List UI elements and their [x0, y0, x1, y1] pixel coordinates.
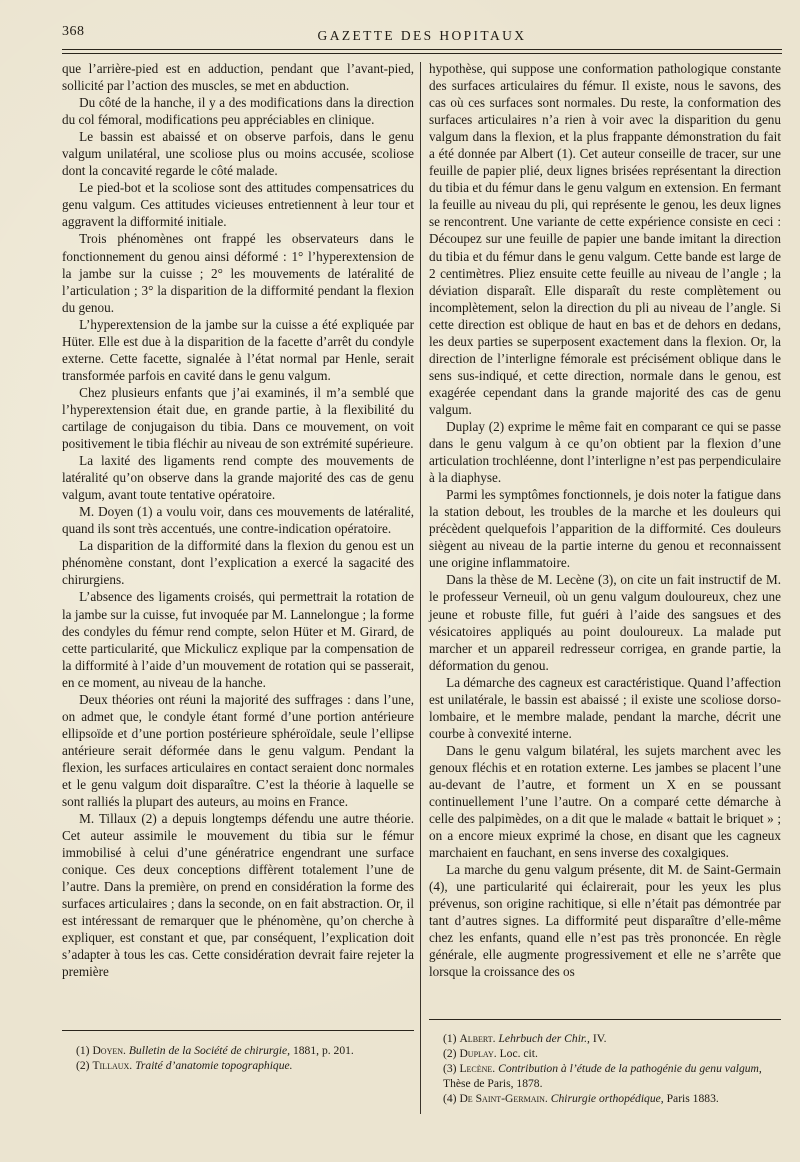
footnote-rest: Paris 1883.: [666, 1092, 719, 1105]
footnote: [429, 1061, 781, 1091]
footnote-rest: 1881, p. 201.: [292, 1044, 354, 1057]
footnote-author: Lecène.: [459, 1062, 496, 1075]
footnote-title: Chirurgie orthopédique,: [550, 1092, 664, 1105]
footnote-author: Tillaux.: [92, 1059, 133, 1072]
footnote-number: (3): [443, 1062, 457, 1075]
left-paragraph: M. Tillaux (2) a depuis longtemps défendu une autre théorie. Cet auteur assimile le mouvement du tibia sur le fémur immobilisé à celui d’une génératrice engendrant une surface conique. Ces deux conceptions diffèrent totalement l’une de l’autre. Dans la première, on prend en considération la forme des surfaces articulaires ; dans la seconde, on en fait abstraction. Or, il est intéressant de remarquer que le phénomène, qu’on cherche à expliquer, est constant et que, par conséquent, l’explication doit s’adapter à tous les cas. Cette considération devrait faire rejeter la première: [62, 811, 414, 980]
footnote-number: (1): [443, 1032, 457, 1045]
footnote-rule-right: [429, 1019, 781, 1020]
left-paragraph: La laxité des ligaments rend compte des mouvements de latéralité qu’on observe dans la grande majorité des cas de genu valgum, avant toute tentative opératoire.: [62, 453, 414, 503]
footnote-author: Duplay.: [459, 1047, 497, 1060]
left-paragraph: Chez plusieurs enfants que j’ai examinés, il m’a semblé que l’hyperextension était due, en grande partie, à la flexibilité du cartilage de conjugaison du tibia. Dans ce mouvement, on voit positivement le tibia fléchir au niveau de son extrémité supérieure.: [62, 384, 414, 452]
footnote-title: Bulletin de la Société de chirurgie,: [128, 1044, 291, 1057]
right-paragraph: hypothèse, qui suppose une conformation pathologique constante des surfaces articulaires du fémur. Il existe, nous le savons, des cas où ces surfaces sont normales. Du reste, la conformation des surfaces articulaires n’a rien à voir avec la disparition du genu valgum dans la flexion, et la plus frappante démonstration du fait a été donnée par Albert (1). Cet auteur conseille de tracer, sur une feuille de papier plié, deux lignes brisées représentant la direction du tibia et du fémur dans le genu valgum en extension. En fermant la feuille au niveau du pli, qui représente le genou, les deux lignes se rencontrent. Une variante de cette expérience consiste en ceci : Découpez sur une feuille de papier une bande imitant la direction du tibia et du fémur dans le genu valgum. Cette bande est large de 2 centimètres. Pliez ensuite cette feuille au niveau de l’angle ; la déviation disparaît. Elle disparaît du reste complètement ou incomplètement, selon la direction du pli au niveau de l’angle. Si cette direction est oblique de haut en bas et de dehors en dedans, les deux parties se superposent exactement dans la flexion. Or, la direction de l’interligne fémorale est précisément oblique dans le sens sus-indiqué, et cette direction, normale dans le genou, est exagérée cependant dans la grande majorité des cas de genu valgum.: [429, 61, 781, 417]
page-header: [62, 24, 782, 46]
right-paragraph: Dans le genu valgum bilatéral, les sujets marchent avec les genoux fléchis et en rotation externe. Les jambes se placent l’une au-devant de l’autre, et forment un X en se poussant continuellement l’une l’autre. On a comparé cette démarche à celle des palpimèdes, on a dit que le malade « battait le briquet » ; on a encore mieux exprimé la chose, en disant que les cagneux marchaient en fauchant, en sens inverse des coxalgiques.: [429, 742, 781, 861]
header-rule: [62, 49, 782, 50]
left-paragraph: Le bassin est abaissé et on observe parfois, dans le genu valgum unilatéral, une scoliose plus ou moins accusée, scoliose dont la concavité regarde le côté malade.: [62, 129, 414, 179]
left-footnotes: [62, 1043, 414, 1073]
footnote-rest: Thèse de Paris, 1878.: [443, 1077, 543, 1090]
right-paragraph: Parmi les symptômes fonctionnels, je dois noter la fatigue dans la station debout, les troubles de la marche et les douleurs qui précèdent quelquefois l’apparition de la difformité. Ces douleurs siègent au niveau de la partie interne du genou et reconnaissent une origine inflammatoire.: [429, 487, 781, 571]
left-paragraph: La disparition de la difformité dans la flexion du genou est un phénomène constant, dont l’explication a exercé la sagacité des chirurgiens.: [62, 538, 414, 588]
footnote-rest: Loc. cit.: [499, 1047, 538, 1060]
footnote-number: (2): [76, 1059, 90, 1072]
right-column: [429, 60, 781, 981]
footnote: [429, 1046, 781, 1061]
footnote-author: De Saint-Germain.: [459, 1092, 548, 1105]
footnote-rest: IV.: [592, 1032, 607, 1045]
left-paragraph: Le pied-bot et la scoliose sont des attitudes compensatrices du genu valgum. Ces attitudes vicieuses entretiennent à leur tour et aggravent la difformité initiale.: [62, 180, 414, 230]
left-paragraph: M. Doyen (1) a voulu voir, dans ces mouvements de latéralité, quand ils sont très accentués, une contre-indication opératoire.: [62, 504, 414, 537]
footnote-author: Doyen.: [92, 1044, 126, 1057]
left-column: [62, 60, 414, 981]
footnote-number: (4): [443, 1092, 457, 1105]
header-rule-thin: [62, 53, 782, 54]
column-divider: [420, 62, 421, 1114]
right-footnotes: [429, 1031, 781, 1106]
left-paragraph: L’hyperextension de la jambe sur la cuisse a été expliquée par Hüter. Elle est due à la disparition de la facette d’arrêt du condyle externe. Cette facette, signalée à l’état normal par Henle, serait transformée parfois en cavité dans le genu valgum.: [62, 316, 414, 383]
footnote-title: Lehrbuch der Chir.,: [498, 1032, 590, 1045]
journal-title: GAZETTE DES HOPITAUX: [317, 28, 527, 43]
right-paragraph: Duplay (2) exprime le même fait en comparant ce qui se passe dans le genu valgum à ce qu’on obtient par la flexion d’une articulation trochléenne, dont l’interligne n’est pas perpendiculaire à la diaphyse.: [429, 418, 781, 486]
left-paragraph: que l’arrière-pied est en adduction, pendant que l’avant-pied, sollicité par l’action des muscles, se met en abduction.: [62, 61, 414, 94]
footnote-author: Albert.: [459, 1032, 496, 1045]
left-paragraph: Trois phénomènes ont frappé les observateurs dans le fonctionnement du genou ainsi déformé : 1° l’hyperextension de la jambe sur la cuisse ; 2° les mouvements de latéralité de l’articulation ; 3° la disparition de la difformité pendant la flexion du genou.: [62, 231, 414, 315]
left-paragraph: Deux théories ont réuni la majorité des suffrages : dans l’une, on admet que, le condyle étant formé d’une portion antérieure ellipsoïde et d’une portion postérieure sphéroïdale, seule l’ellipse antérieure serait déformée dans le genu valgum. Pendant la flexion, les surfaces articulaires en contact seraient donc normales et le genu valgum doit disparaître. C’est la théorie à laquelle se sont ralliés la plupart des auteurs, au moins en France.: [62, 691, 414, 810]
footnote-title: Traité d’anatomie topographique.: [135, 1059, 293, 1072]
footnote: [62, 1058, 414, 1073]
right-paragraph: Dans la thèse de M. Lecène (3), on cite un fait instructif de M. le professeur Verneuil, où un genu valgum douloureux, chez une jeune et robuste fille, fut guéri à l’aide des sangsues et des vésicatoires appliqués au point douloureux. La malade put marcher et un appareil redresseur corrigea, en grande partie, la déformation du genou.: [429, 572, 781, 673]
right-paragraph: La démarche des cagneux est caractéristique. Quand l’affection est unilatérale, le bassin est abaissé ; il existe une scoliose dorso-lombaire, et le membre malade, pendant la marche, décrit une courbe à convexité interne.: [429, 674, 781, 741]
footnote-rule-left: [62, 1030, 414, 1031]
footnote-number: (2): [443, 1047, 457, 1060]
footnote: [429, 1091, 781, 1106]
right-paragraph: La marche du genu valgum présente, dit M. de Saint-Germain (4), une particularité qui éclairerait, pour les yeux les plus prévenus, son origine rachitique, si elle n’était pas démontrée par tant d’autres signes. La difformité peut disparaître d’elle-même chez les enfants, quand elle n’est pas très prononcée. En règle générale, elle augmente progressivement et elle ne s’arrête que lorsque la croissance des os: [429, 862, 781, 980]
footnote-title: Contribution à l’étude de la pathogénie du genu valgum,: [498, 1062, 762, 1075]
footnote-number: (1): [76, 1044, 90, 1057]
left-paragraph: L’absence des ligaments croisés, qui permettrait la rotation de la jambe sur la cuisse, fut invoquée par M. Lannelongue ; la forme des condyles du fémur rend compte, selon Hüter et M. Girard, de cette particularité, que Mickulicz explique par la compensation de la difformité à l’aide d’un mouvement de rotation qui se passerait, en ce moment, au niveau de la hanche.: [62, 589, 414, 690]
footnote: [62, 1043, 414, 1058]
footnote: [429, 1031, 781, 1046]
left-paragraph: Du côté de la hanche, il y a des modifications dans la direction du col fémoral, modifications peu appréciables en clinique.: [62, 95, 414, 128]
page-number: 368: [62, 24, 85, 39]
